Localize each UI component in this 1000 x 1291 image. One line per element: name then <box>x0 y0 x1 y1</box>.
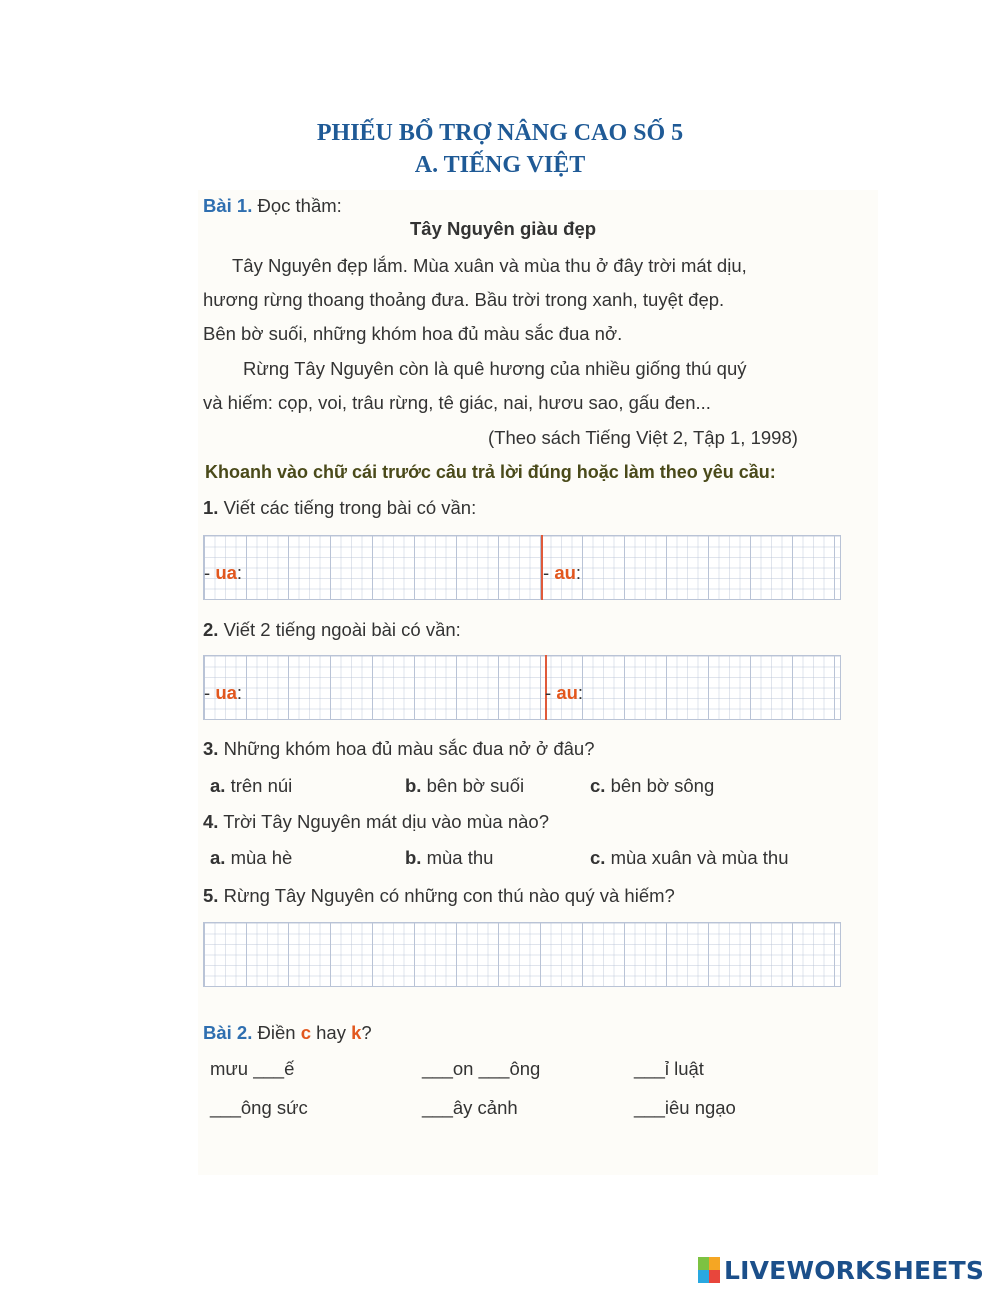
worksheet-title: PHIẾU BỔ TRỢ NÂNG CAO SỐ 5 <box>316 120 684 146</box>
q3-option-c[interactable]: c. bên bờ sông <box>590 775 715 796</box>
question-5-text: Rừng Tây Nguyên có những con thú nào quý và hiếm? <box>223 885 675 906</box>
passage-line-5: và hiếm: cọp, voi, trâu rừng, tê giác, nai, hươu sao, gấu đen... <box>203 392 711 413</box>
question-4-number: 4. <box>203 811 219 832</box>
q2-left-label: - ua: <box>204 682 243 703</box>
q1-rhyme-ua: ua <box>215 562 237 583</box>
q4-option-b[interactable]: b. mùa thu <box>405 847 494 868</box>
question-4 <box>203 811 549 833</box>
passage-line-4: Rừng Tây Nguyên còn là quê hương của nhiều giống thú quý <box>243 358 747 379</box>
letter-c: c <box>300 1022 311 1043</box>
letter-k: k <box>351 1022 362 1043</box>
q3-option-b[interactable]: b. bên bờ suối <box>405 775 525 796</box>
question-3 <box>203 738 594 760</box>
passage-line-2: hương rừng thoang thoảng đưa. Bầu trời trong xanh, tuyệt đẹp. <box>203 289 725 310</box>
bai2-item-2[interactable]: ___on ___ông <box>422 1058 541 1079</box>
q2-rhyme-au: au <box>556 682 578 703</box>
q1-left-label: - ua: <box>204 562 243 583</box>
q2-rhyme-ua: ua <box>215 682 237 703</box>
question-2-text: Viết 2 tiếng ngoài bài có vần: <box>223 619 461 640</box>
bai2-item-6[interactable]: ___iêu ngạo <box>634 1097 736 1118</box>
bai2-item-1[interactable]: mưu ___ế <box>210 1058 295 1079</box>
q3-option-a[interactable]: a. trên núi <box>210 775 293 796</box>
question-1-text: Viết các tiếng trong bài có vần: <box>223 497 477 518</box>
question-3-text: Những khóm hoa đủ màu sắc đua nở ở đâu? <box>223 738 595 759</box>
section-title: A. TIẾNG VIỆT <box>414 152 586 178</box>
bai1-instruction: Đọc thầm: <box>257 195 342 216</box>
question-3-number: 3. <box>203 738 219 759</box>
q1-right-label: - au: <box>543 562 582 583</box>
task-instruction: Khoanh vào chữ cái trước câu trả lời đúng hoặc làm theo yêu cầu: <box>205 462 776 482</box>
q4-option-c[interactable]: c. mùa xuân và mùa thu <box>590 847 789 868</box>
answer-grid-q5[interactable] <box>203 922 841 987</box>
passage-title: Tây Nguyên giàu đẹp <box>410 218 597 239</box>
answer-grid-q2[interactable] <box>203 655 841 720</box>
question-1 <box>203 497 476 519</box>
q1-rhyme-au: au <box>554 562 576 583</box>
bai2-label: Bài 2. <box>203 1022 253 1043</box>
liveworksheets-logo-icon <box>698 1257 720 1283</box>
bai2-item-5[interactable]: ___ây cảnh <box>422 1097 518 1118</box>
question-5 <box>203 885 675 907</box>
q2-right-label: - au: <box>545 682 584 703</box>
passage-source: (Theo sách Tiếng Việt 2, Tập 1, 1998) <box>488 427 798 448</box>
passage-line-1: Tây Nguyên đẹp lắm. Mùa xuân và mùa thu ở đây trời mát dịu, <box>232 255 747 276</box>
question-2 <box>203 619 461 641</box>
bai2-item-3[interactable]: ___ỉ luật <box>634 1058 704 1079</box>
question-2-number: 2. <box>203 619 219 640</box>
answer-grid-q1[interactable] <box>203 535 841 600</box>
question-1-number: 1. <box>203 497 219 518</box>
q4-option-a[interactable]: a. mùa hè <box>210 847 293 868</box>
bai2-heading: Bài 2. Điền c hay k? <box>203 1022 372 1043</box>
bai1-heading <box>203 195 342 217</box>
passage-line-3: Bên bờ suối, những khóm hoa đủ màu sắc đua nở. <box>203 323 623 344</box>
liveworksheets-logo-text: LIVEWORKSHEETS <box>724 1255 985 1285</box>
question-5-number: 5. <box>203 885 219 906</box>
bai2-item-4[interactable]: ___ông sức <box>210 1097 308 1118</box>
liveworksheets-logo <box>698 1255 984 1285</box>
bai1-label: Bài 1. <box>203 195 253 216</box>
question-4-text: Trời Tây Nguyên mát dịu vào mùa nào? <box>223 811 550 832</box>
